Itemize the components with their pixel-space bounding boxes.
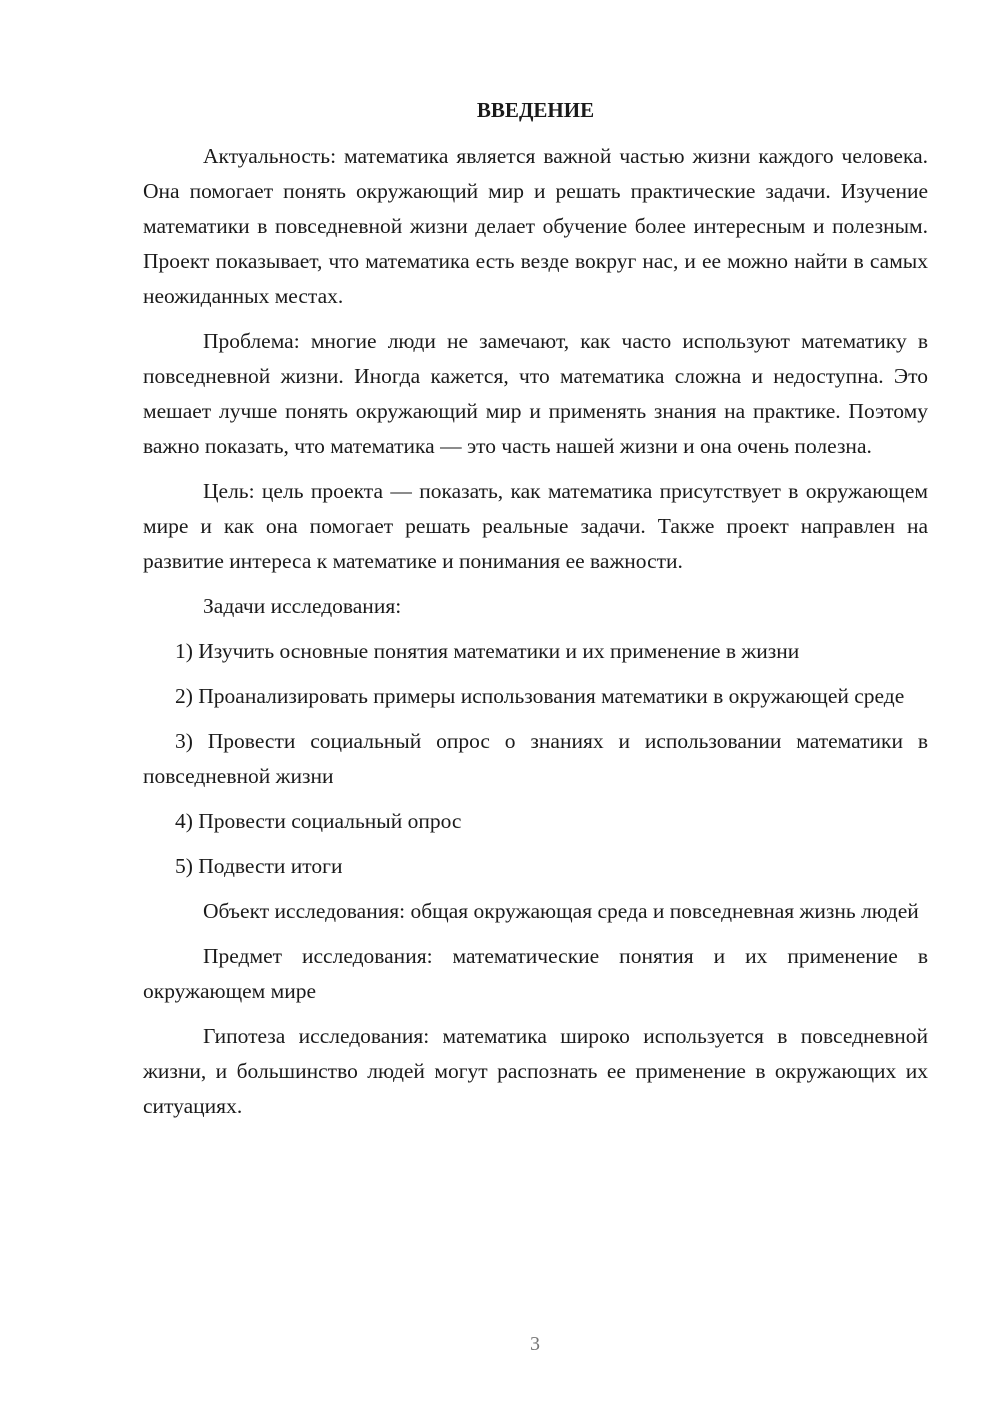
page-content — [143, 95, 928, 1134]
page-number: 3 — [530, 1333, 540, 1355]
relevance-paragraph: Актуальность: математика является важной частью жизни каждого человека. Она помогает понять окружающий мир и решать практические задачи. Изучение математики в повседневной жизни делает обучение более интересным и полезным. Проект показывает, что математика есть везде вокруг нас, и ее можно найти в самых неожиданных местах. — [143, 144, 928, 308]
task-item: 5) Подвести итоги — [175, 854, 343, 878]
task-item: 4) Провести социальный опрос — [175, 809, 462, 833]
task-item: 1) Изучить основные понятия математики и их применение в жизни — [175, 639, 800, 663]
task-item: 2) Проанализировать примеры использования математики в окружающей среде — [175, 684, 905, 708]
problem-paragraph: Проблема: многие люди не замечают, как часто используют математику в повседневной жизни. Иногда кажется, что математика сложна и недоступна. Это мешает лучше понять окружающий мир и применять знания на практике. Поэтому важно показать, что математика — это часть нашей жизни и она очень полезна. — [143, 329, 928, 458]
object-paragraph: Объект исследования: общая окружающая среда и повседневная жизнь людей — [203, 899, 919, 923]
hypothesis-paragraph: Гипотеза исследования: математика широко используется в повседневной жизни, и большинство людей могут распознать ее применение в окружающих их ситуациях. — [143, 1024, 928, 1118]
tasks-heading: Задачи исследования: — [203, 594, 402, 618]
page-title: ВВЕДЕНИЕ — [476, 98, 595, 122]
goal-paragraph: Цель: цель проекта — показать, как математика присутствует в окружающем мире и как она помогает решать реальные задачи. Также проект направлен на развитие интереса к математике и понимания ее важности. — [143, 479, 928, 573]
subject-paragraph: Предмет исследования: математические понятия и их применение в окружающем мире — [143, 944, 928, 1003]
task-item: 3) Провести социальный опрос о знаниях и использовании математики в повседневной жизни — [143, 729, 928, 788]
